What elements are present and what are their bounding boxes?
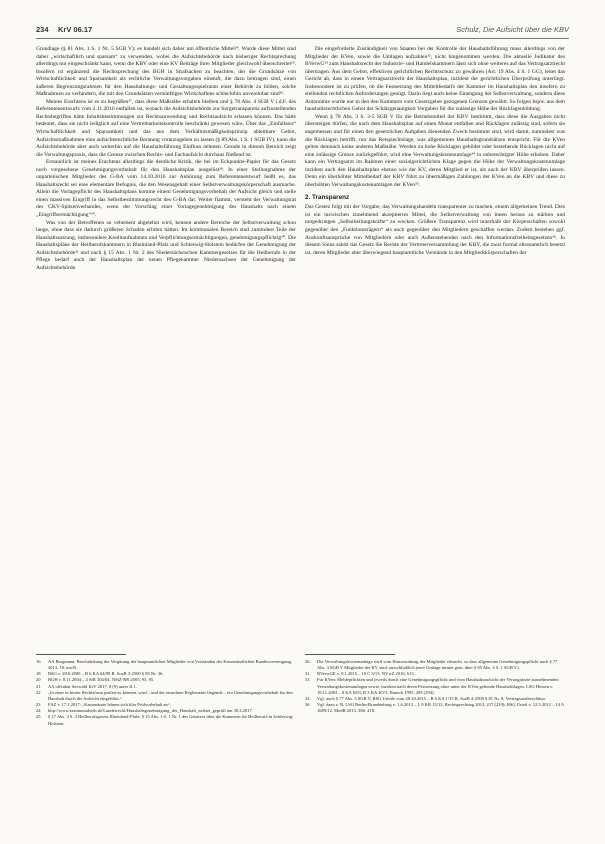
body-paragraph: Wenn § 78 Abs. 3 S. 3-5 SGB V für die Betriebsmittel der KBV bestimmt, dass diese die Ausgaben nicht übersteigen dürfen, die nach dem Haushaltsplan auf einen Monat entfallen und Rücklagen zulässig sind, sofern sie angemessen und für einen den gesetzlichen Aufgaben dienenden Zweck bestimmt sind, wird damit, zumindest was die Rücklagen betrifft, nur das Reispiechtslage, was allgemeines Haushaltsgrundsätzen entspricht. Für die KVen gelten demnach keine anderen Maßstäbe. Werden zu hohe Rücklagen gebildet oder bestehende Rücklagen nicht auf eine zulässige Grenze zurückgeführt, wird eine Verwaltungskostenumlage³⁴ in unberechtigter Höhe erhoben. Daher kann ein Vertragsarzt im Rahmen einer sozialgerichtlichen Klage gegen die Höhe der Verwaltungskostenumlage inzident auch den Haushaltsplan ebenso wie der KV, deren Mitglied er ist, als auch der KBV überprüfen lassen. Denn ein überhöhter Mittelbedarf der KBV führt zu übermäßigen Zahlungen der KVen an die KBV und diese zu überhöhten Verwaltungskostenumlagen der KVen³⁵. [305, 113, 565, 188]
footnote [36, 714, 296, 726]
footnote-number: 26 [305, 659, 310, 664]
left-text-column [36, 46, 296, 272]
body-paragraph: Was von der Betroffenen so vehement abgelehnt wird, kennen andere Bereiche der Selbstverwaltung schon lange, ohne dass sie dadurch größeren Schaden erlitten hätten. Im kommunalen Bereich sind zumindest Teile der Haushaltssatzung, insbesondere Kreditaufnahmen und Verpflichtungsermächtigungen, genehmigungspflichtig³⁰. Die Haushaltspläne der Heilberufskammern in Rheinland-Pfalz und Schleswig-Holstein bedürfen der Genehmigung der Aufsichtsbehörde³¹ und nach § 15 Abs. 1 Nr. 2 des Niedersächsischen Kammergesetzes für die Heilberufe in der Pflege bedarf auch der Haushaltsplan der neuen Pflegekammer Niedersachsen der Genehmigung der Aufsichtsbehörde. [36, 219, 296, 271]
footnote-number: 24 [36, 708, 41, 714]
section-heading: 2. Transparenz [305, 194, 350, 202]
header-rule [36, 38, 569, 39]
body-paragraph: Das Gesetz folgt mit der Vorgabe, das Verwaltungshandeln transparenter zu machen, einem allgemeinen Trend. Dies ist ein inzwischen zunehmend akzeptiertes Mittel, die Selbstverwaltung von innen heraus zu stärken und notgedrungen „Selbstheilungskräfte“ zu wecken. Größere Transparenz wird innerhalb der Körperschaften sowohl gegenüber den „Funktionsträgern“ als auch gegenüber den Mitgliedern geschaffen werden. Zudem bestehen ggf. Auskunftsansprüche von Mitgliedern oder auch Außenstehenden nach den Informationsfreiheitsgesetzen³⁶. In diesem Sinne stärkt das Gesetz die Rechte der Vertreterversammlung der KBV, die zwar formal ehrenamtlich besetzt ist, deren Mitglieder aber überwiegend hauptamtliche Vorstände in den Mitgliedskörperschaften der [305, 204, 565, 256]
footnote-number: 16 [36, 659, 41, 664]
right-text-column [305, 46, 565, 257]
footnote-text: Vgl. dazu z. B. LSG Berlin-Brandenburg v. 1.6.2012 – L 9 KR 13/12, Rechtsprechung 2013, 217 (219); BSG Urteil v. 12.5.2012 – 14 A 1689/12, MedR 2013, 386, 418. [317, 702, 564, 714]
footnote-text: „In einer in bester Rechtsform prüfen zu können, wird – und der einzelnen Reglements liegende – ein Genehmigungsvorbehalt für den Haushalt durch die Aufsicht eingeführt.“ [48, 689, 293, 701]
footnote-text: Vgl. auch § 77 Abs. 3 SGB V, BSG Urteile vom 28.10.2015 – B 6 KA 1/15 R, SozR 4-2500 § 81 Nr. 8; Vertragsarztbeschluss. [317, 695, 547, 701]
running-title: Schulz, Die Aufsicht über die KBV [456, 25, 569, 34]
page-number: 234 [36, 25, 49, 34]
footnote-number: 18 [36, 671, 41, 677]
footnote-number: 34 [305, 695, 310, 701]
footnote [305, 677, 565, 695]
footnote-number: 36 [305, 702, 310, 708]
footnote-number: 33 [305, 677, 310, 683]
footnote-text: http://www.kommunalweb.de/Landesrecht/Haushaltsgenehmigung_der_Haushalt_zuletzt_geprüft am 30.3.2017. [48, 708, 253, 714]
footnote-separator-left [36, 654, 126, 655]
footnote-number: 25 [36, 714, 41, 720]
body-paragraph: Grundlage (§ 81 Abs. 1 S. 1 Nr. 5 SGB V); es handelt sich daher um öffentliche Mittel²⁴. Wurde diese Mittel sind daher „wirtschaftlich und sparsam“ zu verwenden, wobei die Aufsichtsbehörde nach bisheriger Rechtsprechung allerdings nur eingeschränkt kann, wenn die KBV oder eine KV Beiträge ihrer Mitglieder gleichwohl überschreitet²⁵. Insofern ist ergänzend die Rechtsprechung des BGH in Strafsachen zu beachten, der die Grundsätze von Wirtschaftlichkeit und Sparsamkeit als rechtliche Verwaltungsvorgaben einstuft, die dazu beitragen sind, einen äußeren Begrenzungsrahmen für den Haushaltungs- und Gestaltungsspielraum einer Behörde zu bilden, solche Maßnahmen zu verhindern, die mit den Grundsätzen vernünftigen Wirtschaftens schlechthin unvereinbar sind²⁶. [36, 46, 297, 98]
footnote-text: Für KVen: Meldepflichten und jeweils durch eine Genehmigungspflicht und vom Haushaltsaufsicht der Vertragsärzte ausnehmenden Verwaltungskostenumlagen sowie, inzident nach deren Festsetzung ohne unter der KVen geltende Haushaltslagen, LSG Hessen v. 19.11.2003 – 8 KA 6/03, B 3 KA-KV3, Rausch 1995, 293 (294). [317, 677, 559, 695]
footnote-text: Die Verwaltungskostenumlage wird vom Honorarabzug der Mitglieder erbracht, so dass allgemeine Genehmigungspflicht nach § 77 Abs. 3 SGB V Mitglieder der KV sind, ausschließlich jener Umlage immer gem. über § 85 Abs. 4 S. 1 SGB V). [317, 659, 558, 671]
footnote-text: AA offenbar Seewald KrV 2017, 8 (9) unter II.1. [48, 683, 137, 689]
footnote [36, 659, 296, 671]
footnote-text: BGH v. 8.11.2004 – 4 StR 304/04, NStZ-RR 2005, 93, 95. [48, 677, 155, 683]
footnote-number: 22 [36, 689, 41, 695]
journal-issue: KrV 06.17 [58, 25, 93, 34]
footnotes-right [305, 659, 565, 714]
body-paragraph: Meines Erachtens ist es zu begrüßen²⁷, dass diese Maßstäbe erhalten bleiben und § 78 Abs. 4 SGB V i.d.F. des Referentenentwurfs vom 2.11.2016 entfallen ist, wonach die Aufsichtsbehörde zur Sorgetransparenz aufzustellenden Rechtsbegriffen hätte Inhaltsbestimmungen zur Rechtsanwendung und Rechtsaufsicht erlassen können. Das hätte bedeutet, dass sie nicht lediglich auf eine Vertretbarkeitskontrolle beschränkt gewesen wäre. Über das „Einfallstor“ Wirtschaftlichkeit und Sparsamkeit und das aus dem Verhältnismäßigkeitsprinzip ableitbare Gebot, Aufsichtsmaßnahmen eine aufsichtsrechtliche Beratung voranzugehen zu lassen (§ 89 Abs. 1 S. 1 SGB IV), kann die Aufsichtsbehörde aber auch weiterhin auf die Haushaltsführung Einfluss nehmen. Gerade in diesem Bereich zeigt die Verwaltungspraxis, dass die Grenze zwischen Rechts- und Fachaufsicht durchaus fließend ist. [36, 98, 296, 158]
footnotes-left [36, 659, 296, 727]
footnote-number: 23 [36, 702, 41, 708]
footnote [36, 690, 296, 702]
footnote-number: 31 [305, 671, 310, 677]
footnote-number: 21 [36, 683, 41, 689]
footnote-text: BVerwGE v. 9.1.2015 – 10 C 3/15, NVwZ 2016, 613. [317, 671, 415, 677]
footnote-text: § 17 Abs. 3 S. 3 Heilberufsgesetz Rheinland-Pfalz; § 15 Abs. 1 S. 1 Nr. 1 des Gesetzes über die Kammern für Heilberufe in Schleswig-Holstein. [48, 714, 294, 726]
body-paragraph: Erstaunlich ist meines Erachtens allerdings die deutliche Kritik, die bei im Eckpunkte-Papier für das Gesetz noch vorgesehene Genehmigungsvorbehalt für den Haushaltsplan ausgelöst²⁸. In einer Stellungnahme der unparteiischen Mitglieder des G-BA vom 14.10.2016 zur Anhörung zum Referentenentwurf heißt es, das Haushaltsrecht sei eine elementare Befugnis, die den Wesensgehalt einer Selbstverwaltungskörperschaft ausmache. Allein die Vorlagepflicht des Haushaltsplans komme einem Genehmigungsvorbehalt der Aufsicht gleich und stelle einen massiven Eingriff in das Selbstbestimmungsrecht des G-BA dar. Weiter flammt, versteht der Verwaltungsrat des GKV-Spitzenverbandes, wenn der Vorschlag einer Vorlagegenehmigung des Haushalts nach einem „Eingriffsermächtigung“²⁹. [36, 159, 296, 219]
footnote-separator-right [305, 654, 395, 655]
footnote [305, 659, 565, 671]
footnote [305, 702, 565, 714]
body-paragraph: Die eingeforderte Zuständigkeit von Staaten bei der Kontrolle der Haushaltsführung muss allerdings von der Mitglieder der KVen, sowie die Umlagen aufzahlen³², nicht hingenommen werden. Die aktuelle Judikatur des BVerwG³³ zum Haushaltsrecht der Industrie- und Handelskammern lässt sich ohne weiteres auf das Vertragsarztrecht übertragen. Aus dem Gebot, effektiven gerichtlichen Rechtsschutz zu gewähren (Art. 19 Abs. 4 S. 1 GG), leitet das Gericht ab, dass in einem Vertragsarztrecht der Haushaltsplan, inzident der gerichtlichen Überprüfung unterliegt. Insbesondere ist zu prüfen, ob die Festsetzung des Mitteltbedarfs der Kammer im Haushaltsplan den insofern zu stellenden rechtlichen Anforderungen genügt. Darin liegt auch keine Einengung der Selbstverwaltung, sondern diese Autonomie wurde nur in den den Kammern vom Gesetzgeber gezogenen Grenzen gewährt. So folgen bspw. aus dem haushaltsrechtlichen Gebot der Schätzgenauigkeit Vorgaben für die zulässige Höhe der Rücklagenbildung. [305, 46, 565, 113]
running-header [36, 25, 569, 39]
footnote-text: AA Bergmann, Beschränkung der Vergütung der hauptamtlichen Mitglieder von Vorständen der Kassenärztlichen Bundesvereinigung, 2013, 18, mwN. [48, 659, 293, 671]
footnote-number: 20 [36, 677, 41, 683]
footnote-text: BSG v. 28.6.2000 – B 6 KA 64/98 R, SozR 3-2500 § 85 Nr. 36. [48, 671, 164, 677]
footnote-text: FAZ v. 17.1.2017: „Kassenärzte lehnen sich klar Prüfvorbehalt an“. [48, 702, 171, 708]
